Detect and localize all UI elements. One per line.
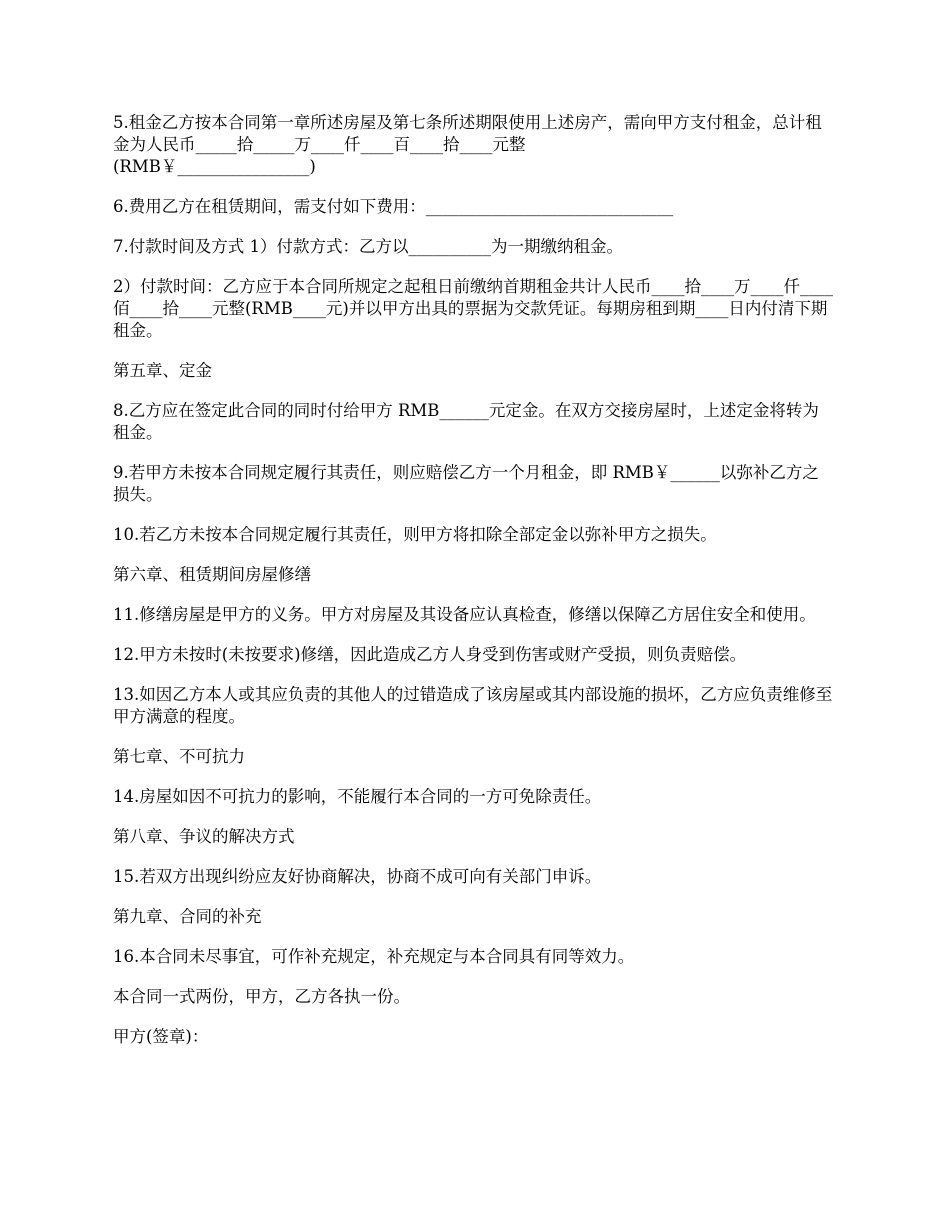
clause-5-rent: 5.租金乙方按本合同第一章所述房屋及第七条所述期限使用上述房产，需向甲方支付租金，总计租金为人民币_____拾_____万____仟____百____拾____元整 (RMB￥________________)	[113, 113, 822, 176]
clause-11-repair-duty: 11.修缮房屋是甲方的义务。甲方对房屋及其设备应认真检查，修缮以保障乙方居住安全和使用。	[113, 605, 816, 624]
clause-16-supplement: 16.本合同未尽事宜，可作补充规定，补充规定与本合同具有同等效力。	[113, 947, 635, 966]
clause-9-landlord-breach: 9.若甲方未按本合同规定履行其责任，则应赔偿乙方一个月租金，即 RMB￥______以弥补乙方之损失。	[113, 463, 819, 504]
chapter-6-heading: 第六章、租赁期间房屋修缮	[113, 565, 311, 584]
chapter-5-heading: 第五章、定金	[113, 361, 212, 380]
chapter-7-heading: 第七章、不可抗力	[113, 747, 245, 766]
clause-7-payment-method: 7.付款时间及方式 1）付款方式：乙方以__________为一期缴纳租金。	[113, 237, 623, 256]
copies-statement: 本合同一式两份，甲方，乙方各执一份。	[113, 987, 410, 1006]
clause-8-deposit: 8.乙方应在签定此合同的同时付给甲方 RMB______元定金。在双方交接房屋时，上述定金将转为租金。	[113, 401, 819, 442]
document-body	[113, 112, 833, 1066]
clause-14-force-majeure: 14.房屋如因不可抗力的影响，不能履行本合同的一方可免除责任。	[113, 787, 602, 806]
clause-7-payment-time: 2）付款时间：乙方应于本合同所规定之起租日前缴纳首期租金共计人民币____拾____万____仟____佰____拾____元整(RMB____元)并以甲方出具的票据为交款凭证。每期房租到期____日内付清下期租金。	[113, 277, 833, 340]
clause-15-dispute: 15.若双方出现纠纷应友好协商解决，协商不成可向有关部门申诉。	[113, 867, 602, 886]
chapter-8-heading: 第八章、争议的解决方式	[113, 827, 295, 846]
clause-12-repair-compensation: 12.甲方未按时(未按要求)修缮，因此造成乙方人身受到伤害或财产受损，则负责赔偿。	[113, 645, 747, 664]
party-a-signature-line: 甲方(签章)：	[113, 1027, 209, 1046]
chapter-9-heading: 第九章、合同的补充	[113, 907, 262, 926]
clause-6-fees: 6.费用乙方在租赁期间，需支付如下费用：______________________________	[113, 197, 674, 216]
clause-13-tenant-damage: 13.如因乙方本人或其应负责的其他人的过错造成了该房屋或其内部设施的损坏，乙方应负责维修至甲方满意的程度。	[113, 685, 833, 726]
clause-10-tenant-breach: 10.若乙方未按本合同规定履行其责任，则甲方将扣除全部定金以弥补甲方之损失。	[113, 525, 717, 544]
